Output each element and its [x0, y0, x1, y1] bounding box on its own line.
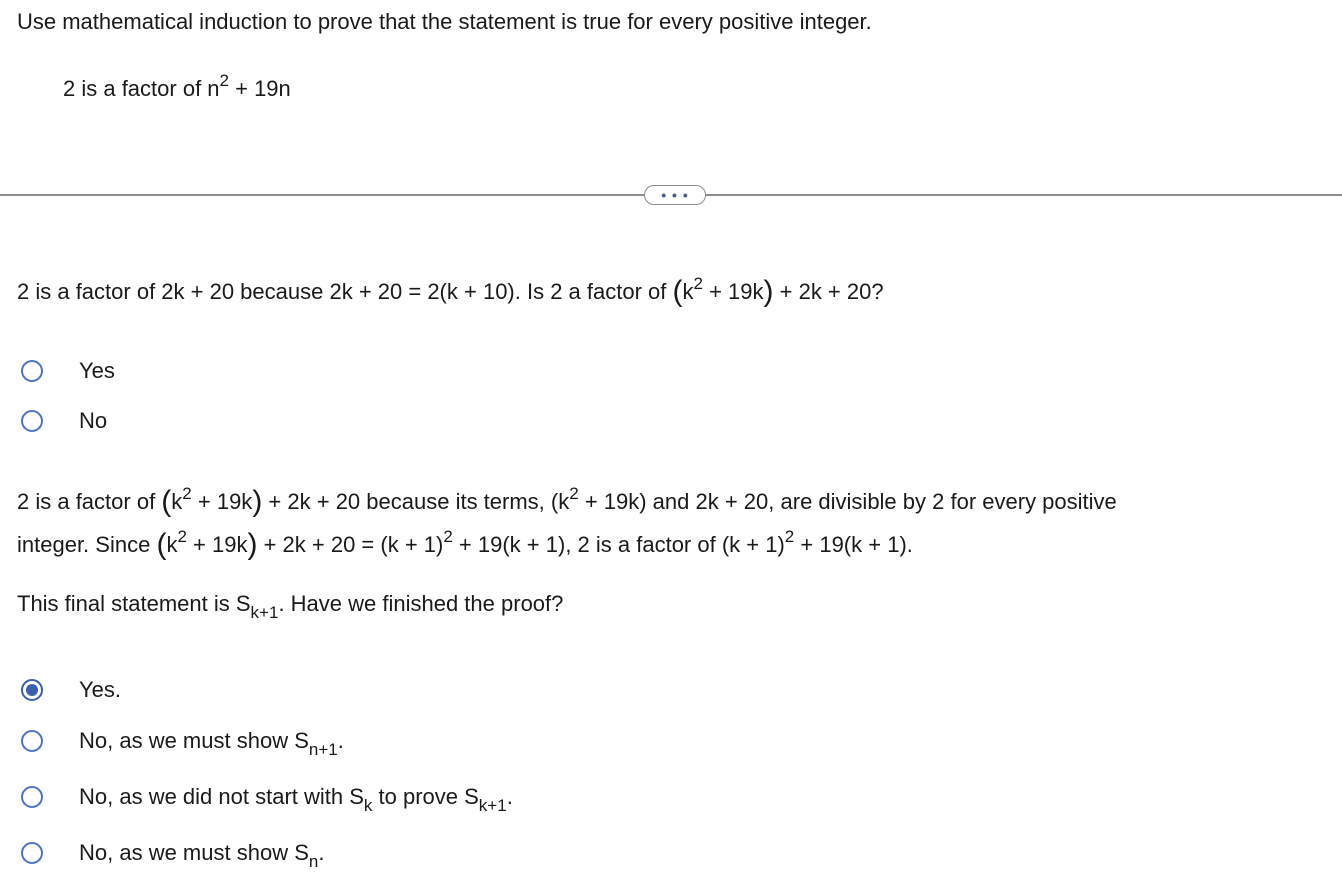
p2l1-t2: + 19k [191, 489, 253, 514]
statement-exponent: 2 [219, 70, 229, 90]
instruction-text: Use mathematical induction to prove that the statement is true for every positive integer. [17, 9, 872, 34]
p2l1-t4: + 19k) and 2k + 20, are divisible by 2 for every positive [578, 489, 1117, 514]
p2l2-exp2: 2 [443, 526, 453, 546]
q2-option-not-start-sk-radio[interactable] [21, 786, 43, 808]
statement-suffix: + 19n [229, 76, 291, 101]
explanation-line-2 [17, 526, 913, 561]
p2l1-paren-close: ) [252, 485, 263, 518]
p2l1-k: k [171, 489, 183, 514]
p2l2-k: k [166, 532, 178, 557]
q2o3-end: . [506, 784, 513, 809]
statement-to-prove [63, 70, 291, 102]
q2o2-sub: n+1 [308, 740, 338, 760]
q2o1-text: Yes. [79, 677, 122, 702]
q1-inner-k: k [682, 279, 694, 304]
q2-option-show-sn1-radio[interactable] [21, 730, 43, 752]
p2l2-paren-open: ( [156, 528, 167, 561]
q2o4-end: . [318, 840, 325, 865]
p2l1-t3: + 2k + 20 because its terms, (k [262, 489, 570, 514]
explanation-line-1 [17, 483, 1117, 518]
q1-option-no-label[interactable]: No [79, 408, 108, 433]
q1-inner-b: + 19k [702, 279, 764, 304]
p2l2-t2: + 19k [186, 532, 248, 557]
q2-option-show-sn-radio[interactable] [21, 842, 43, 864]
q1-paren-open: ( [672, 275, 683, 308]
explanation-line-3 [17, 591, 564, 623]
p2l3-t1: This final statement is S [17, 591, 251, 616]
q2-option-yes-radio[interactable] [21, 679, 43, 701]
q2-option-show-sn1-label[interactable] [79, 728, 344, 760]
p2l2-exp3: 2 [784, 526, 795, 546]
q1-text-b: + 2k + 20? [773, 279, 884, 304]
q2o4-text: No, as we must show S [79, 840, 309, 865]
q1-paren-close: ) [763, 275, 774, 308]
q2-option-yes-label[interactable] [79, 677, 121, 703]
p2l2-t1: integer. Since [17, 532, 157, 557]
q2o3-sub: k [363, 796, 373, 816]
p2l3-t2: . Have we finished the proof? [278, 591, 564, 616]
ellipsis-icon: • • • [661, 187, 689, 203]
expand-more-button[interactable] [644, 185, 706, 205]
q1-inner-exp: 2 [693, 273, 703, 293]
q2o2-text: No, as we must show S [79, 728, 309, 753]
p2l2-t4: + 19(k + 1), 2 is a factor of (k + 1) [452, 532, 785, 557]
q2o3-sub2: k+1 [478, 796, 507, 816]
q2-option-show-sn-label[interactable] [79, 840, 325, 872]
q2-option-not-start-sk-label[interactable] [79, 784, 513, 816]
p2l2-t5: + 19(k + 1). [794, 532, 913, 557]
q2o3-text: No, as we did not start with S [79, 784, 364, 809]
p2l1-exp1: 2 [182, 483, 192, 503]
p2l2-exp1: 2 [177, 526, 187, 546]
p2l1-exp2: 2 [569, 483, 579, 503]
question-1-text [17, 273, 884, 308]
q1-option-no-radio[interactable] [21, 410, 43, 432]
q2o2-end: . [337, 728, 344, 753]
p2l2-t3: + 2k + 20 = (k + 1) [257, 532, 444, 557]
p2l3-sub: k+1 [250, 603, 279, 623]
p2l1-t1: 2 is a factor of [17, 489, 162, 514]
q2o4-sub: n [308, 852, 319, 872]
q2o3-text2: to prove S [372, 784, 479, 809]
q1-text-a: 2 is a factor of 2k + 20 because 2k + 20 = 2(k + 10). Is 2 a factor of [17, 279, 673, 304]
q1-option-yes-radio[interactable] [21, 360, 43, 382]
statement-prefix: 2 is a factor of n [63, 76, 220, 101]
p2l2-paren-close: ) [247, 528, 258, 561]
p2l1-paren-open: ( [161, 485, 172, 518]
q1-option-yes-label[interactable]: Yes [79, 358, 115, 383]
